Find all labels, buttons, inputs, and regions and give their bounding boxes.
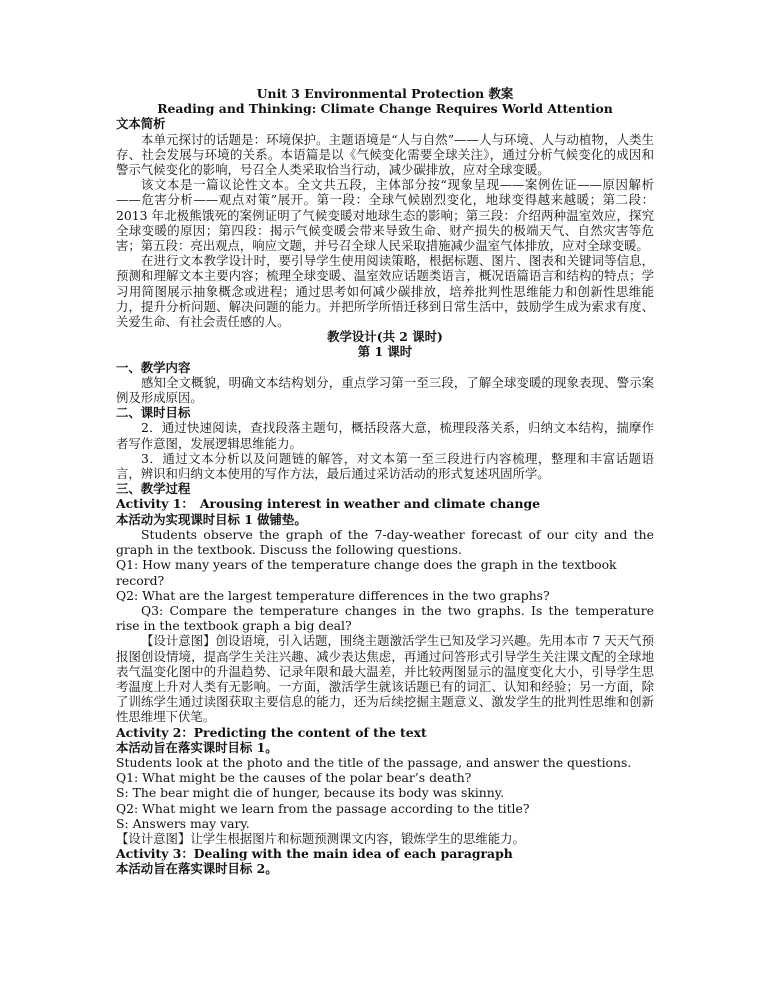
design-heading: 教学设计(共 2 课时) <box>327 329 443 345</box>
activity-1-intent: 【设计意图】创设语境，引入话题，围绕主题激活学生已知及学习兴趣。先用本市 7 天天气预报图创设情境，提高学生关注兴趣、减少表达焦虑，再通过问答形式引导学生关注课文配的全球地表气温变化图中的升温趋势、记录年限和最大温差，并比较两图显示的温度变化大小，引导学生思考温度上升对人类有无影响。一方面，激活学生就该话题已有的词汇、认知和经验；另一方面，除了训练学生通过读图获取主要信息的能力，还为后续挖掘主题意义、激发学生的批判性思维和创新性思维埋下伏笔。 <box>116 633 654 725</box>
activity-1-aim: 本活动为实现课时目标 1 做铺垫。 <box>116 511 307 527</box>
overview-paragraph-3: 在进行文本教学设计时，要引导学生使用阅读策略，根据标题、图片、图表和关键词等信息，预测和理解文本主要内容；梳理全球变暖、温室效应话题类语言，概况语篇语言和结构的特点；学习用简图展示抽象概念或进程；通过思考如何减少碳排放，培养批判性思维能力和创新性思维能力，提升分析问题、解决问题的能力。并把所学所悟迁移到日常生活中，鼓励学生成为索求有度、关爱生命、有社会责任感的人。 <box>116 253 654 330</box>
activity-1-text: Students observe the graph of the 7-day-weather forecast of our city and the graph in the textbook. Discuss the following questions. <box>116 526 654 558</box>
activity-2-intent: 【设计意图】让学生根据图片和标题预测课文内容，锻炼学生的思维能力。 <box>116 830 525 846</box>
goal-2: 2．通过快速阅读，查找段落主题句，概括段落大意，梳理段落关系，归纳文本结构，揣摩作者写作意图，发展逻辑思维能力。 <box>116 420 654 451</box>
activity-3-title: Activity 3：Dealing with the main idea of each paragraph <box>116 846 513 862</box>
overview-paragraph-1: 本单元探讨的话题是：环境保护。主题语境是“人与自然”——人与环境、人与动植物，人类生存、社会发展与环境的关系。本语篇是以《气候变化需要全球关注》，通过分析气候变化的成因和警示气候变化的影响，号召全人类采取恰当行动，减少碳排放，应对全球变暖。 <box>116 131 654 178</box>
activity-2-title: Activity 2：Predicting the content of the text <box>116 724 427 740</box>
activity-2-s1: S: The bear might die of hunger, because its body was skinny. <box>116 785 505 801</box>
activity-3-aim: 本活动旨在落实课时目标 2。 <box>116 861 278 877</box>
activity-2-q2: Q2: What might we learn from the passage according to the title? <box>116 800 530 816</box>
activity-2-q1: Q1: What might be the causes of the polar bear’s death? <box>116 770 472 786</box>
goal-3: 3．通过文本分析以及问题链的解答，对文本第一至三段进行内容梳理，整理和丰富话题语言，辨识和归纳文本使用的写作方法，最后通过采访活动的形式复述巩固所学。 <box>116 450 654 482</box>
document-body <box>116 86 654 877</box>
section-heading-goals: 二、课时目标 <box>116 405 191 421</box>
content-paragraph: 感知全文概貌，明确文本结构划分，重点学习第一至三段，了解全球变暖的现象表现、警示案例及形成原因。 <box>116 374 654 406</box>
activity-1-q2: Q2: What are the largest temperature differences in the two graphs? <box>116 587 550 603</box>
overview-paragraph-2: 该文本是一篇议论性文本。全文共五段，主体部分按“现象呈现——案例佐证——原因解析——危害分析——观点对策”展开。第一段：全球气候剧烈变化，地球变得越来越暖；第二段：2013 年北极熊饿死的案例证明了气候变暖对地球生态的影响；第三段：介绍两种温室效应，探究全球变暖的原因；第四段：揭示气候变暖会带来导致生命、财产损失的极端天气、自然灾害等危害；第五段：亮出观点，响应文题，并号召全球人民采取措施减少温室气体排放，应对全球变暖。 <box>116 177 654 254</box>
activity-2-s2: S: Answers may vary. <box>116 815 250 831</box>
section-heading-overview: 文本简析 <box>116 116 166 132</box>
activity-2-text: Students look at the photo and the title of the passage, and answer the questions. <box>116 754 632 770</box>
doc-title: Unit 3 Environmental Protection 教案 <box>256 86 514 101</box>
lesson-heading: 第 1 课时 <box>357 344 413 360</box>
section-heading-content: 一、教学内容 <box>116 359 191 375</box>
doc-subtitle: Reading and Thinking: Climate Change Requires World Attention <box>157 101 613 117</box>
activity-2-aim: 本活动旨在落实课时目标 1。 <box>116 739 278 755</box>
activity-1-q1: Q1: How many years of the temperature change does the graph in the textbook record? <box>116 557 617 588</box>
activity-1-q3: Q3: Compare the temperature changes in the two graphs. Is the temperature rise in the textbook graph a big deal? <box>116 602 654 634</box>
activity-1-title: Activity 1： Arousing interest in weather and climate change <box>116 496 540 512</box>
section-heading-process: 三、教学过程 <box>116 481 191 497</box>
